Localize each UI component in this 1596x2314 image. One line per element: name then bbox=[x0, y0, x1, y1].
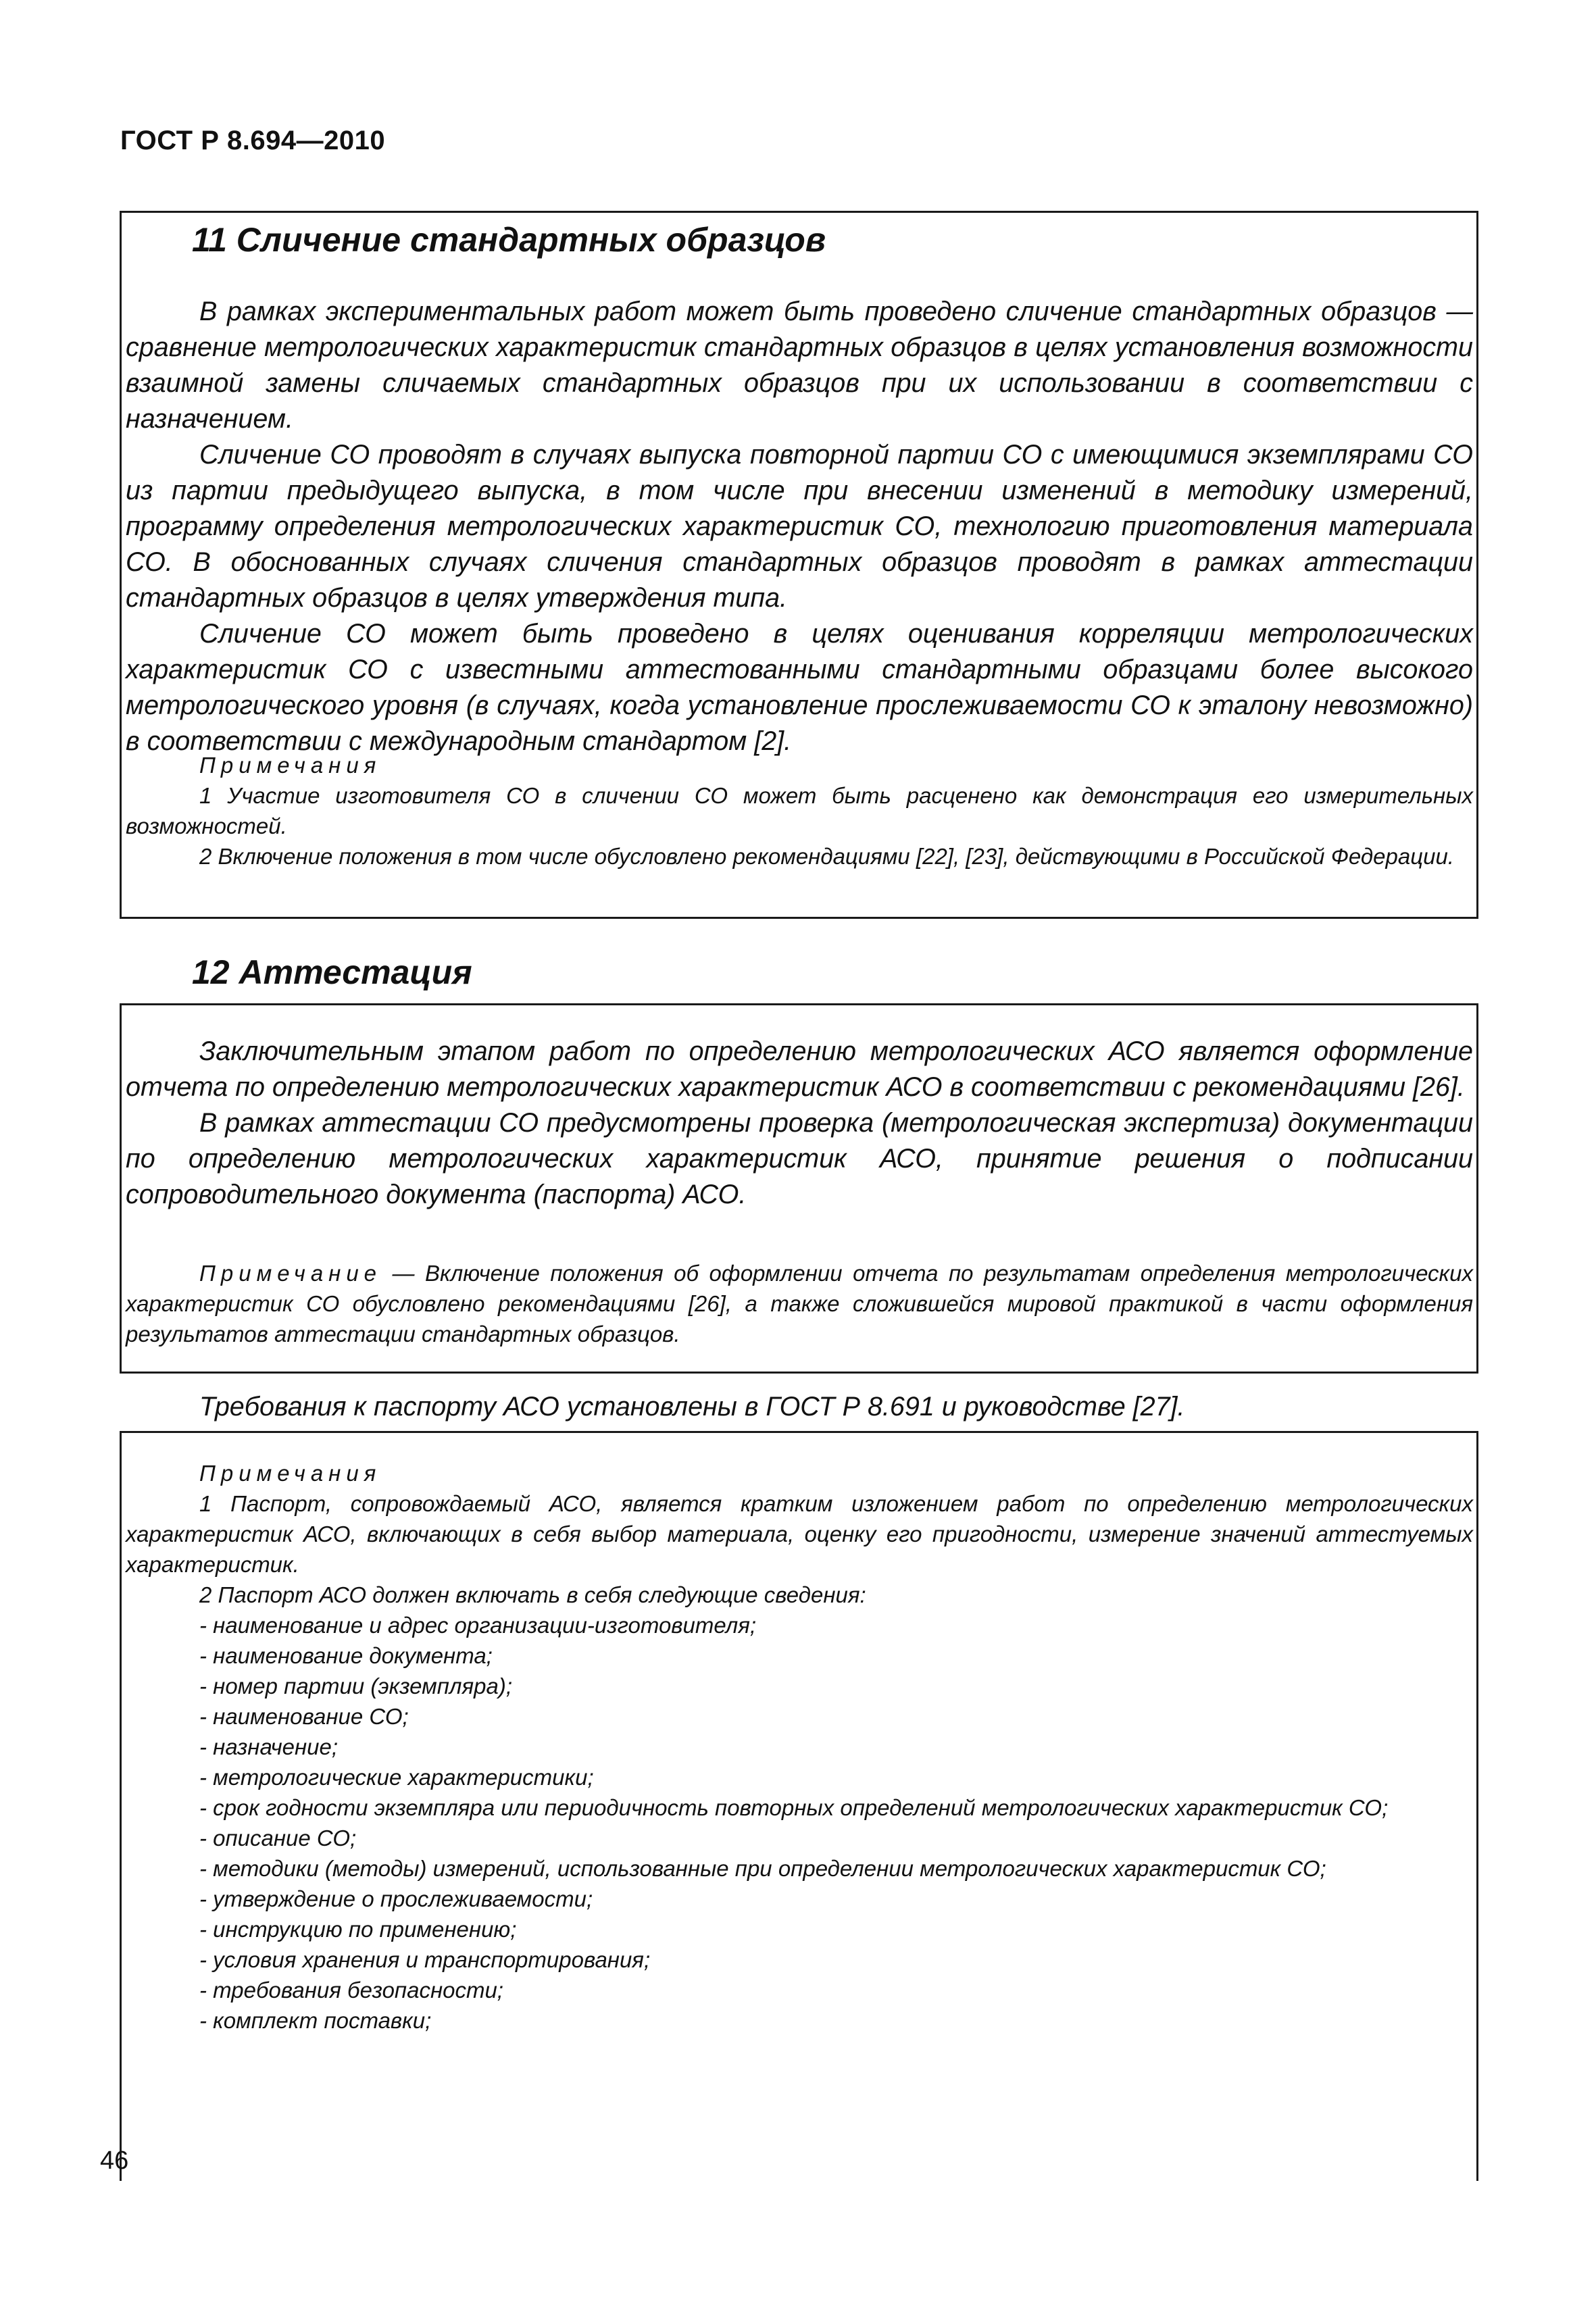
list-item: - описание СО; bbox=[199, 1826, 357, 1851]
list-item: - назначение; bbox=[199, 1734, 339, 1759]
paragraph: Заключительным этапом работ по определению метрологических АСО является оформление отчета по определению метрологических характеристик АСО в соответствии с рекомендациями [26]. bbox=[126, 1036, 1473, 1102]
paragraph: В рамках аттестации СО предусмотрены проверка (метрологическая экспертиза) документации по определению метрологических характеристик АСО, принятие решения о подписании сопроводительного документа (паспорта) АСО. bbox=[126, 1108, 1473, 1209]
paragraph: Сличение СО может быть проведено в целях оценивания корреляции метрологических характеристик СО с известными аттестованными стандартными образцами более высокого метрологического уровня (в случаях, когда установление прослеживаемости СО к эталону невозможно) в соответствии с международным стандартом [2]. bbox=[126, 619, 1473, 756]
list-item: - наименование документа; bbox=[199, 1643, 493, 1668]
list-item: - комплект поставки; bbox=[199, 2008, 432, 2033]
list-item: - метрологические характеристики; bbox=[199, 1765, 594, 1790]
list-item: - инструкцию по применению; bbox=[199, 1917, 517, 1942]
list-item: - номер партии (экземпляра); bbox=[199, 1674, 513, 1699]
list-item: - требования безопасности; bbox=[199, 1978, 503, 2003]
note-item: 2 Паспорт АСО должен включать в себя следующие сведения: bbox=[199, 1582, 866, 1607]
paragraph: В рамках экспериментальных работ может быть проведено сличение стандартных образцов — сравнение метрологических характеристик стандартных образцов в целях установления возможности взаимной замены сличаемых стандартных образцов при их использовании в соответствии с назначением. bbox=[126, 297, 1473, 434]
list-item: - наименование СО; bbox=[199, 1704, 409, 1729]
notes-heading: Примечания bbox=[199, 1461, 382, 1486]
note-label: Примечание bbox=[199, 1261, 382, 1286]
note-item: 1 Паспорт, сопровождаемый АСО, является кратким изложением работ по определению метрологических характеристик АСО, включающих в себя выбор материала, оценку его пригодности, измерение значений аттестуемых характеристик. bbox=[126, 1491, 1473, 1577]
notes-heading: Примечания bbox=[199, 753, 382, 778]
list-item: - срок годности экземпляра или периодичность повторных определений метрологических характеристик СО; bbox=[199, 1795, 1389, 1820]
passport-requirements bbox=[126, 1389, 1473, 1425]
section-11-body bbox=[126, 294, 1473, 759]
list-item: - методики (методы) измерений, использованные при определении метрологических характеристик СО; bbox=[199, 1856, 1326, 1881]
section-12-note bbox=[126, 1258, 1473, 1349]
paragraph: Требования к паспорту АСО установлены в ГОСТ Р 8.691 и руководстве [27]. bbox=[199, 1392, 1185, 1422]
paragraph: Сличение СО проводят в случаях выпуска повторной партии СО с имеющимися экземплярами СО из партии предыдущего выпуска, в том числе при внесении изменений в методику измерений, программу определения метрологических характеристик СО, технологию приготовления материала СО. В обоснованных случаях сличения стандартных образцов проводят в рамках аттестации стандартных образцов в целях утверждения типа. bbox=[126, 440, 1473, 613]
note-text: — Включение положения об оформлении отчета по результатам определения метрологических характеристик СО обусловлено рекомендациями [26], а также сложившейся мировой практикой в части оформления результатов аттестации стандартных образцов. bbox=[126, 1261, 1473, 1347]
section-11-title: 11 Сличение стандартных образцов bbox=[192, 221, 826, 259]
page-number: 46 bbox=[100, 2146, 129, 2175]
passport-notes bbox=[126, 1458, 1473, 2036]
section-12-body bbox=[126, 1034, 1473, 1213]
list-item: - утверждение о прослеживаемости; bbox=[199, 1886, 593, 1911]
list-item: - условия хранения и транспортирования; bbox=[199, 1947, 651, 1972]
document-header: ГОСТ Р 8.694—2010 bbox=[120, 126, 386, 155]
note-item: 2 Включение положения в том числе обусловлено рекомендациями [22], [23], действующими в Российской Федерации. bbox=[199, 844, 1454, 869]
list-item: - наименование и адрес организации-изготовителя; bbox=[199, 1613, 757, 1638]
note-item: 1 Участие изготовителя СО в сличении СО может быть расценено как демонстрация его измерительных возможностей. bbox=[126, 783, 1473, 838]
section-11-notes bbox=[126, 750, 1473, 872]
section-12-title: 12 Аттестация bbox=[192, 953, 472, 991]
note-paragraph bbox=[126, 1258, 1473, 1349]
